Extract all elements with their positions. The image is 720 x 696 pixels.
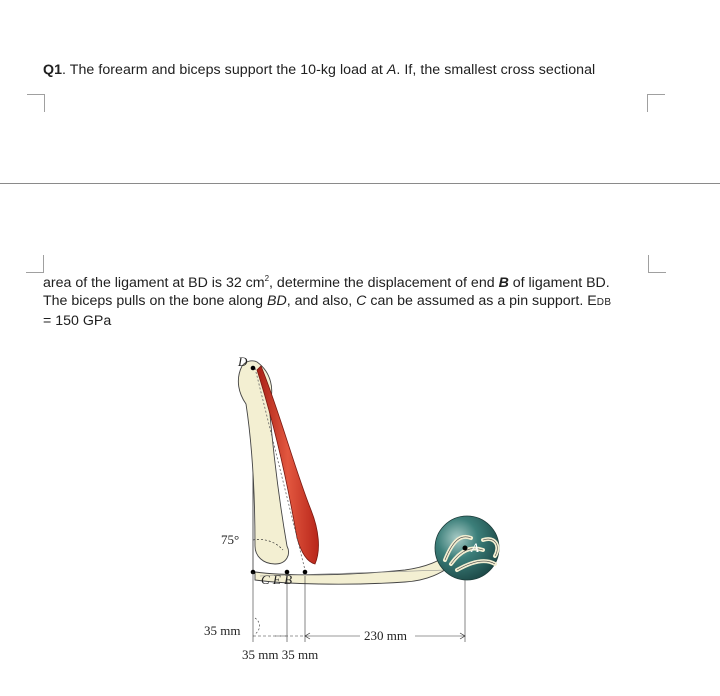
dimension-230: 230 mm bbox=[364, 628, 407, 643]
dimension-35-35: 35 mm 35 mm bbox=[242, 647, 319, 662]
page-corner-mark bbox=[647, 94, 665, 112]
dim-leader bbox=[255, 618, 260, 634]
label-d: D bbox=[238, 354, 248, 369]
text: , determine the displacement of end bbox=[269, 275, 499, 291]
text: can be assumed as a pin support. E bbox=[366, 293, 597, 309]
question-heading bbox=[43, 62, 683, 78]
dimension-35-left: 35 mm bbox=[204, 623, 241, 638]
forearm-biceps-figure bbox=[195, 350, 525, 670]
page-corner-mark bbox=[26, 255, 44, 273]
page-break-divider bbox=[0, 183, 720, 184]
point-a-label: A bbox=[386, 62, 397, 78]
question-paragraph bbox=[43, 274, 683, 330]
superscript: 2 bbox=[264, 274, 270, 283]
point-b-dot bbox=[303, 570, 308, 575]
point-d-dot bbox=[251, 366, 256, 371]
label-a: A bbox=[471, 540, 479, 555]
point-c-label: C bbox=[356, 293, 367, 309]
paragraph-line-2 bbox=[43, 292, 683, 312]
page-corner-mark bbox=[27, 94, 45, 112]
point-b-label: B bbox=[498, 275, 509, 291]
paragraph-line-3: = 150 GPa bbox=[43, 313, 112, 329]
ligament-bd-label: BD bbox=[267, 293, 287, 309]
text: of ligament BD. bbox=[508, 275, 610, 291]
text: area of the ligament at BD is 32 cm bbox=[43, 275, 265, 291]
text: The biceps pulls on the bone along bbox=[43, 293, 268, 309]
point-a-dot bbox=[463, 546, 468, 551]
subscript: DB bbox=[596, 297, 612, 308]
text: , and also, bbox=[286, 293, 357, 309]
angle-label: 75° bbox=[221, 532, 240, 547]
question-text-2: . If, the smallest cross sectional bbox=[396, 62, 596, 78]
paragraph-line-1 bbox=[43, 274, 683, 292]
question-number: Q1 bbox=[43, 62, 63, 78]
question-text-1: . The forearm and biceps support the 10-kg load at bbox=[62, 62, 387, 78]
label-ceb: C E B bbox=[261, 572, 293, 587]
page-corner-mark bbox=[648, 255, 666, 273]
